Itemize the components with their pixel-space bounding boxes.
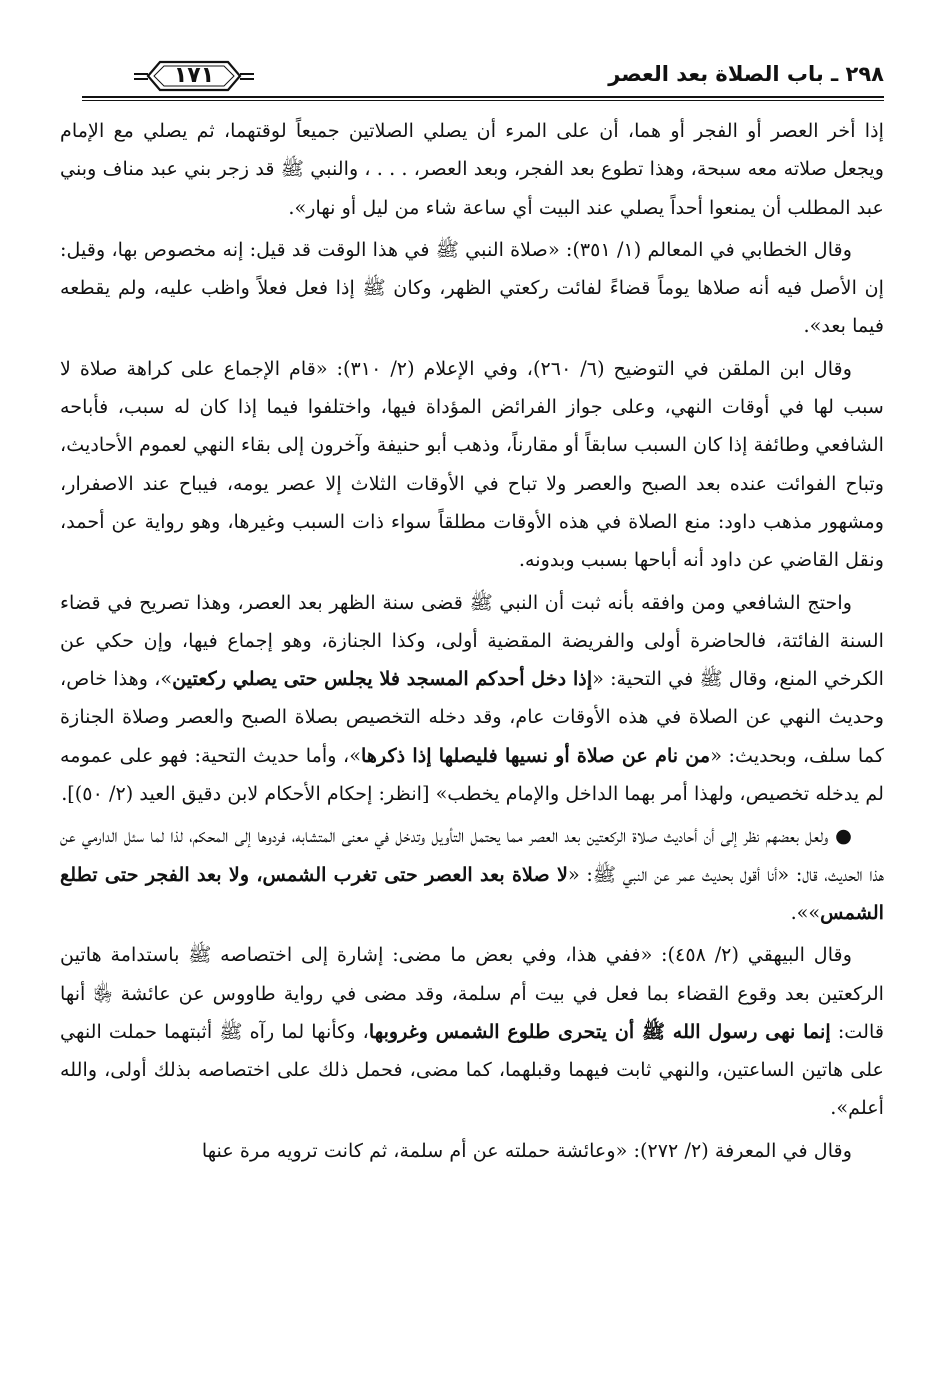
text-run: قد قيل: إنه مخصوص بها، وقيل: إن الأصل فيه أنه صلاها يوماً قضاءً لفائت ركعتي الظهر، وكان ﷺ إذا فعل فعلاً واظب عليه، ولم يقطعه فيما بعد». xyxy=(60,237,884,338)
running-title: ٢٩٨ ـ باب الصلاة بعد العصر xyxy=(608,62,884,86)
text-run: »، وأما حديث التحية: فهو على عمومه لم يدخله تخصيص، ولهذا أمر بهما الداخل والإمام يخطب» [انظر: إحكام الأحكام لابن دقيق العيد (٢/ ٥٠)]. xyxy=(60,743,884,806)
text-run: صلاة النبي ﷺ في هذا الوقت xyxy=(317,237,548,261)
paragraph xyxy=(60,1132,884,1170)
bold-quote: إنما نهى رسول الله ﷺ أن يتحرى طلوع الشمس وغروبها xyxy=(368,1019,831,1043)
header-rule xyxy=(82,96,884,98)
bold-quote: ● xyxy=(828,824,852,848)
text-run: وقال الخطابي في المعالم (١/ ٣٥١): « xyxy=(547,237,852,261)
bold-quote: من نام عن صلاة أو نسيها فليصلها إذا ذكرها xyxy=(361,743,711,767)
paragraph xyxy=(60,936,884,1127)
paragraph xyxy=(60,584,884,814)
text-run: ولعل بعضهم نظر إلى أن أحاديث صلاة الركعتين بعد العصر مما يحتمل التأويل وتدخل في معنى المتشابه، فردوها إلى المحكم، لذا لما سئل الدارمي عن هذا الحديث، قال: «أنا أقول بحديث عمر عن النبي ﷺ: « xyxy=(60,824,884,886)
body-text xyxy=(60,112,884,1170)
paragraph xyxy=(60,817,884,932)
bold-quote: لا صلاة بعد العصر حتى تغرب الشمس، ولا بعد الفجر حتى تطلع الشمس xyxy=(60,862,884,924)
text-run: »، وهذا خاص، وحديث النهي عن الصلاة في هذه الأوقات عام، وقد دخله التخصيص بصلاة الصبح والعصر وصلاة الجنازة كما سلف، وبحديث: « xyxy=(60,667,885,767)
page-number-badge xyxy=(134,58,254,94)
text-run: واحتج الشافعي ومن وافقه بأنه ثبت أن النبي ﷺ قضى سنة الظهر بعد العصر، وهذا تصريح في قضاء السنة الفائتة، فالحاضرة أولى والفريضة المقضية أولى، وكذا الجنازة، وهو إجماع فيها، وإن حكي عن الكرخي المنع، وقال ﷺ في التحية: « xyxy=(60,590,884,691)
text-run: إذا أخر العصر أو الفجر أو هما، أن على المرء أن يصلي الصلاتين جميعاً لوقتهما، ثم يصلي مع الإمام ويجعل صلاته معه سبحة، وهذا تطوع بعد الفجر، وبعد العصر، . . . ، والنبي ﷺ قد زجر بني عبد مناف وبني عبد المطلب أن يمنعوا أحداً يصلي عند البيت أي ساعة شاء من ليل أو نهار». xyxy=(60,119,884,219)
page-header xyxy=(82,58,884,100)
bold-quote: إذا دخل أحدكم المسجد فلا يجلس حتى يصلي ركعتين xyxy=(172,667,593,691)
text-run: وقال ابن الملقن في التوضيح (٦/ ٢٦٠)، وفي الإعلام (٢/ ٣١٠): «قام الإجماع على كراهة صلاة لا سبب لها في أوقات النهي، وعلى جواز الفرائض المؤداة فيها، واختلفوا فيما إذا كان له سبب، فأباحه الشافعي وطائفة إذا كان السبب سابقاً أو مقارناً، وذهب أبو حنيفة وآخرون إلى بقاء النهي لعموم الأحاديث، وتباح الفوائت عنده بعد الصبح والعصر ولا تباح في الأوقات الثلاث إلا عصر يومه، فيباح عند الاصفرار، ومشهور مذهب داود: منع الصلاة في هذه الأوقات مطلقاً سواء ذات السبب وغيرها، وهو رواية عن أحمد، ونقل القاضي عن داود أنه أباحها بسبب وبدونه. xyxy=(60,356,884,572)
paragraph xyxy=(60,112,884,227)
paragraph xyxy=(60,350,884,580)
text-run: وقال البيهقي (٢/ ٤٥٨): «ففي هذا، وفي بعض ما مضى: إشارة إلى اختصاصه ﷺ باستدامة هاتين الركعتين بعد وقوع القضاء بما فعل في بيت أم سلمة، وقد مضى في رواية طاووس عن عائشة ﵂ أنها قالت: xyxy=(60,943,884,1043)
text-run: »». xyxy=(790,900,821,924)
header-rule-thin xyxy=(82,100,884,101)
text-run: وقال في المعرفة (٢/ ٢٧٢): «وعائشة حملته عن أم سلمة، ثم كانت ترويه مرة عنها xyxy=(201,1138,852,1162)
paragraph xyxy=(60,231,884,346)
page-number: ١٧١ xyxy=(173,63,215,88)
text-run: ، وكأنها لما رآه ﷺ أثبتهما حملت النهي على هاتين الساعتين، والنهي ثابت فيهما وقبلهما، كما مضى، فحمل ذلك على اختصاصه بذلك أولى، والله أعلم». xyxy=(60,1019,884,1120)
